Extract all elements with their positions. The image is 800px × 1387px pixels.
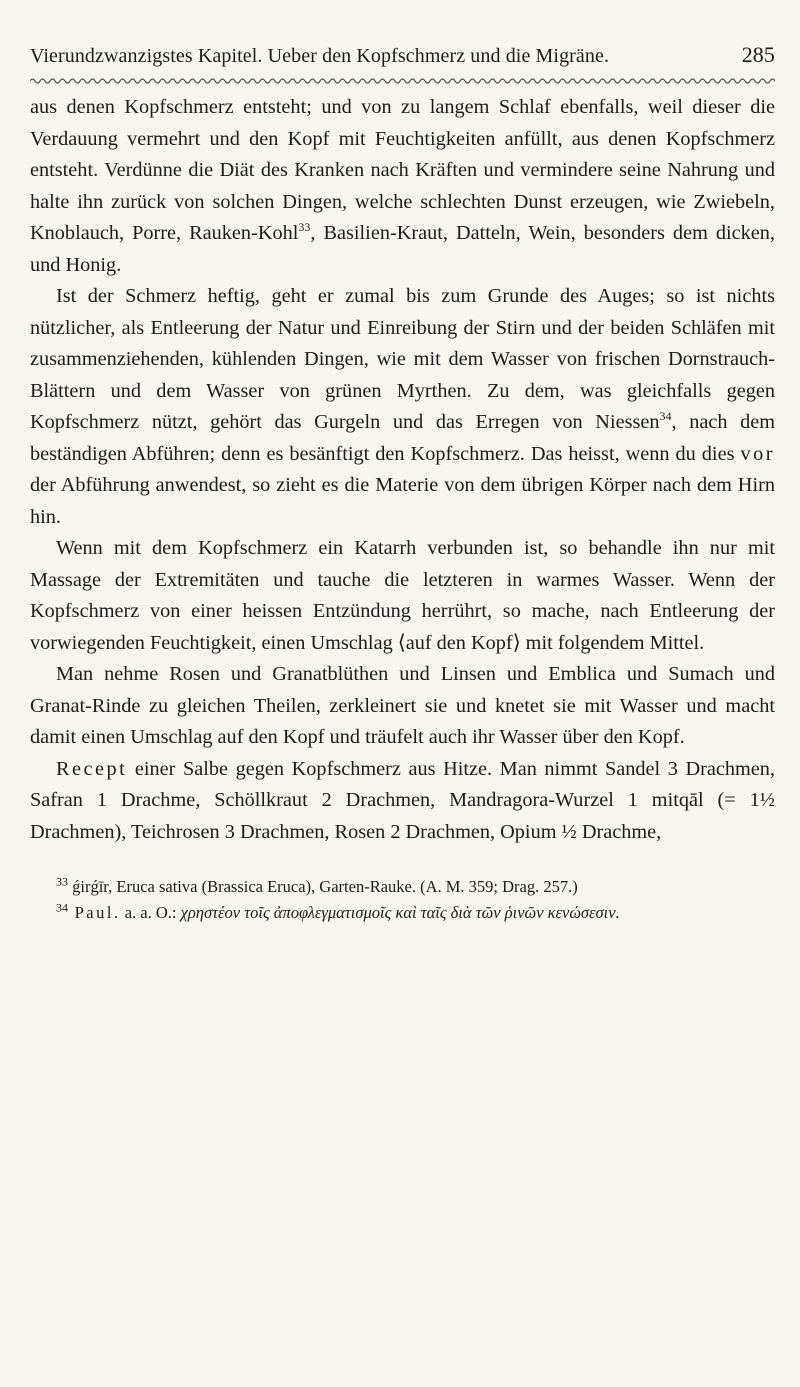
text-run: ǵirǵīr, Eruca sativa (Brassica Eruca), Garten-Rauke. (A. M. 359; Drag. 257.) <box>68 877 578 896</box>
paragraph <box>30 533 775 659</box>
paragraph <box>30 659 775 754</box>
text-run: a. a. O.: <box>120 903 181 922</box>
text-run: der Abführung anwendest, so zieht es die Materie von dem übrigen Körper nach dem Hirn hin. <box>30 474 775 528</box>
footnote-number: 33 <box>56 874 68 889</box>
paragraph <box>30 92 775 281</box>
paragraph <box>30 754 775 849</box>
text-run: , nach dem beständigen Abführen; denn es besänftigt den Kopfschmerz. Das heisst, wenn du dies <box>30 411 775 465</box>
decorative-wave-rule <box>30 76 775 86</box>
footnote-marker: 33 <box>298 220 311 235</box>
page-number: 285 <box>741 42 775 67</box>
footnote <box>30 874 775 900</box>
footnote <box>30 900 775 926</box>
text-run: Wenn mit dem Kopfschmerz ein Katarrh verbunden ist, so behandle ihn nur mit Massage der Extremitäten und tauche die letzteren in warmes Wasser. Wenn der Kopfschmerz von einer heissen Entzündung herrührt, so mache, nach Entleerung der vorwiegenden Feuchtigkeit, einen Umschlag ⟨auf den Kopf⟩ mit folgendem Mittel. <box>30 537 775 654</box>
greek-quotation: χρηστέον τοῖς ἀποφλεγματισμοῖς καὶ ταῖς διὰ τῶν ῥινῶν κενώσεσιν. <box>180 903 620 922</box>
text-run: einer Salbe gegen Kopfschmerz aus Hitze. Man nimmt Sandel 3 Drachmen, Safran 1 Drachme, Schöllkraut 2 Drachmen, Mandragora-Wurzel 1 mitqāl (= 1½ Drachmen), Teichrosen 3 Drachmen, Rosen 2 Drachmen, Opium ½ Drachme, <box>30 757 775 843</box>
spaced-emphasis: Recept <box>56 757 128 780</box>
spaced-emphasis: vor <box>740 442 775 465</box>
text-run: Man nehme Rosen und Granatblüthen und Linsen und Emblica und Sumach und Granat-Rinde zu gleichen Theilen, zerkleinert sie und knetet sie mit Wasser und macht damit einen Umschlag auf den Kopf und träufelt auch ihr Wasser über den Kopf. <box>30 663 775 748</box>
body-text <box>30 92 775 848</box>
footnotes <box>30 874 775 926</box>
spaced-emphasis: Paul. <box>68 903 121 922</box>
text-run: , Basilien-Kraut, Datteln, Wein, besonders dem dicken, und Honig. <box>30 222 776 276</box>
page <box>30 42 775 926</box>
text-run: Ist der Schmerz heftig, geht er zumal bis zum Grunde des Auges; so ist nichts nützlicher, als Entleerung der Natur und Einreibung der Stirn und der beiden Schläfen mit zusammenziehenden, kühlenden Dingen, wie mit dem Wasser von frischen Dornstrauch-Blättern und dem Wasser von grünen Myrthen. Zu dem, was gleichfalls gegen Kopfschmerz nützt, gehört das Gurgeln und das Erregen von Niessen <box>30 285 775 433</box>
running-header <box>30 42 775 76</box>
footnote-marker: 34 <box>659 409 672 424</box>
paragraph <box>30 281 775 533</box>
footnote-number: 34 <box>56 900 68 915</box>
running-title: Vierundzwanzigstes Kapitel. Ueber den Kopfschmerz und die Migräne. <box>30 45 610 67</box>
text-run: aus denen Kopfschmerz entsteht; und von zu langem Schlaf ebenfalls, weil dieser die Verdauung vermehrt und den Kopf mit Feuchtigkeiten anfüllt, aus denen Kopfschmerz entsteht. Verdünne die Diät des Kranken nach Kräften und vermindere seine Nahrung und halte ihn zurück von solchen Dingen, welche schlechten Dunst erzeugen, wie Zwiebeln, Knoblauch, Porre, Rauken-Kohl <box>30 96 775 244</box>
